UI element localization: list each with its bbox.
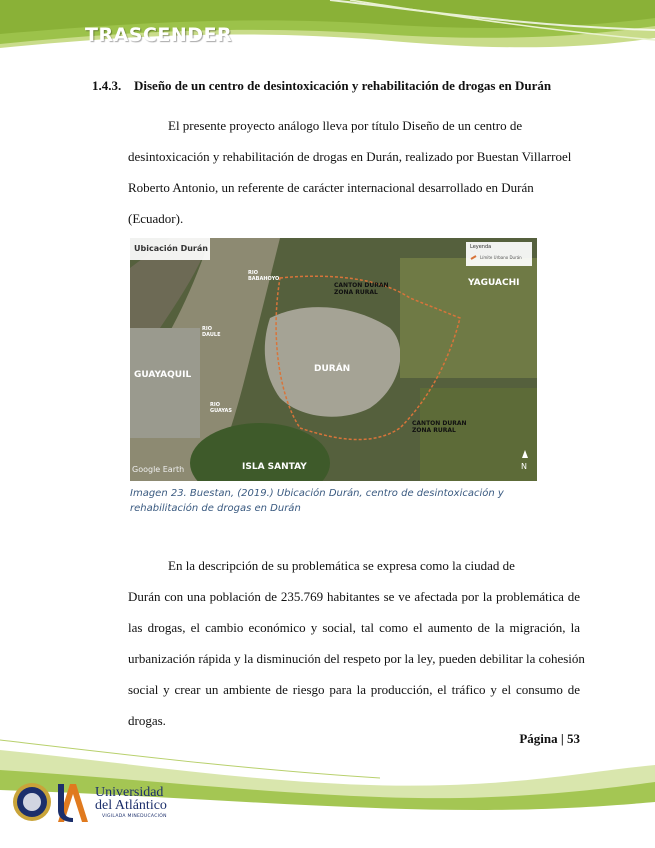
map-label-rio-daule: RIO DAULE <box>202 326 221 338</box>
text-line: urbanización rápida y la disminución del respeto por la ley, pueden debilitar la cohesión <box>128 651 585 666</box>
map-label-duran: DURÁN <box>314 364 351 374</box>
map-label-yaguachi: YAGUACHI <box>468 278 520 288</box>
map-label-rio-babahoyo: RIO BABAHOYO <box>248 270 280 282</box>
north-arrow-icon: N <box>521 462 527 471</box>
section-number: 1.4.3. <box>92 78 122 93</box>
brand-title: TRASCENDER <box>85 24 233 46</box>
university-line2: del Atlántico <box>95 798 167 813</box>
page-number: Página | 53 <box>519 731 580 746</box>
map-label-rio-guayas: RIO GUAYAS <box>210 402 233 414</box>
text-line: (Ecuador). <box>128 211 184 226</box>
map-watermark: Google Earth <box>132 465 185 474</box>
map-image <box>130 238 537 481</box>
section-heading <box>92 78 551 94</box>
map-legend-item: Límite Urbano Durán <box>480 255 522 260</box>
university-name <box>95 786 167 812</box>
university-tagline: VIGILADA MINEDUCACIÓN <box>102 814 167 819</box>
section-title: Diseño de un centro de desintoxicación y rehabilitación de drogas en Durán <box>134 78 552 93</box>
paragraph-problem <box>128 550 585 736</box>
map-legend-title: Leyenda <box>470 244 492 250</box>
university-line1: Universidad <box>95 785 164 800</box>
image-caption <box>130 486 550 516</box>
footer-banner <box>0 710 655 848</box>
text-line: Durán con una población de 235.769 habitantes se ve afectada por la problemática de <box>128 589 580 604</box>
text-line: drogas. <box>128 713 166 728</box>
text-line: social y crear un ambiente de riesgo para la producción, el tráfico y el consumo de <box>128 682 580 697</box>
text-line: las drogas, el cambio económico y social, tal como el aumento de la migración, la <box>128 620 580 635</box>
caption-line: Imagen 23. Buestan, (2019.) Ubicación Durán, centro de desintoxicación y <box>130 488 504 499</box>
text-line: Roberto Antonio, un referente de carácter internacional desarrollado en Durán <box>128 180 534 195</box>
caption-line: rehabilitación de drogas en Durán <box>130 503 301 514</box>
paragraph-intro <box>128 110 580 234</box>
text-line: En la descripción de su problemática se expresa como la ciudad de <box>168 558 515 573</box>
text-line: desintoxicación y rehabilitación de drogas en Durán, realizado por Buestan Villarroel <box>128 149 572 164</box>
text-line: El presente proyecto análogo lleva por título Diseño de un centro de <box>168 118 523 133</box>
map-label-guayaquil: GUAYAQUIL <box>134 370 192 380</box>
map-label-isla-santay: ISLA SANTAY <box>242 462 307 472</box>
map-title: Ubicación Durán <box>134 244 208 253</box>
map-label-canton-rural-south: CANTON DURAN ZONA RURAL <box>412 420 467 434</box>
map-label-canton-rural-north: CANTON DURAN ZONA RURAL <box>334 282 389 296</box>
